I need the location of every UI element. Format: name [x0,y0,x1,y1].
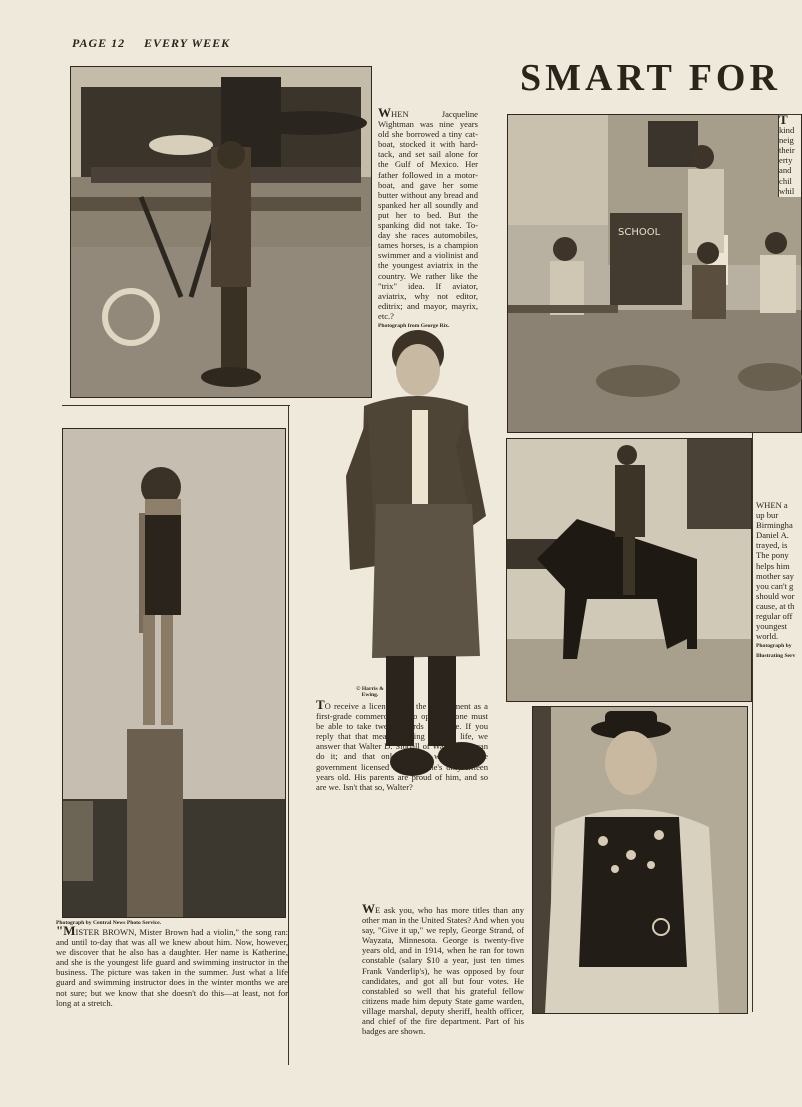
photo-credit: Photograph by Illustrating Serv [756,643,796,660]
walter-story: TO receive a license from the government as a first-grade commercial radio operator, one must be able to take twenty words a minute. If you reply that that means nothing in your life, we answer that Walter D. Siddall of Washington can do it; and that only a little while ago the government licensed him; and he's only fifteen years old. His parents are proud of him, and so are we. Isn't that so, Walter? [316,697,488,792]
school-children-photo [507,114,802,433]
george-strand-story: WE ask you, who has more titles than any other man in the United States? And when you say, "Give it up," we reply, George Strand, of Wayzata, Minnesota. George is twenty-five years old, and in 1914, when he ran for town constable (salary $10 a year, just ten times Frank Vanderlip's), he was opposed by four candidates, and got all but four votes. He constabled so well that his grateful fellow citizens made him deputy State game warden, village marshal, deputy sheriff, health officer, and chief of the fire department. Part of his badges are shown. [362,901,524,1037]
column-rule [288,405,289,1065]
chalkboard-text: SCHOOL [618,227,661,238]
jacqueline-story: WHEN Jacqueline Wightman was nine years old she borrowed a tiny cat-boat, stocked it with hard-tack, and set sail alone for the Gulf of Mexico. Her father followed in a motor-boat, and gave her some butter without any bread and spanked her all soundly and put her to bed. But the spanking did not take. To-day she races automobiles, tames horses, is a champion swimmer and a violinist and the youngest aviatrix in the country. We rather like the "trix" idea. If aviator, aviatrix, why not editor, editrix; and mayor, mayrix, etc.? Photograph from George Rix. [378,108,478,331]
magazine-name: EVERY WEEK [144,36,231,50]
airplane-photo [70,66,372,398]
photo-credit: © Harris & Ewing. [356,686,384,698]
photo-credit: Photograph by Central News Photo Service. [56,920,162,926]
george-strand-photo [532,706,748,1014]
school-story-fragment: T kind neig their erty and chil whil [778,114,801,197]
diving-girl-photo [62,428,286,918]
column-rule [752,432,753,1012]
headline: SMART FOR [520,57,781,99]
page-number: PAGE 12 [72,36,126,50]
column-rule [62,405,290,406]
photo-credit: Photograph from George Rix. [378,322,450,329]
boy-on-pony-photo [506,438,752,702]
mister-brown-story: Photograph by Central News Photo Service. "MISTER BROWN, Mister Brown had a violin," the song ran: and until to-day that was all we knew about him. Now, however, we discover that he also has a daughter. Her name is Katherine, and she is the youngest life guard and swimming instructor in the business. The picture was taken in the summer. Just what a life guard and swimming instructor does in the winter months we are not sure; but we know that she doesn't do this—at least, not for long at a stretch. [56,920,288,1008]
pony-story-fragment: WHEN a up bur Birmingha Daniel A. trayed, is The pony helps him mother say you can't g should wor cause, at th regular off youngest world. Photograph by Illustrating Serv [756,500,800,638]
